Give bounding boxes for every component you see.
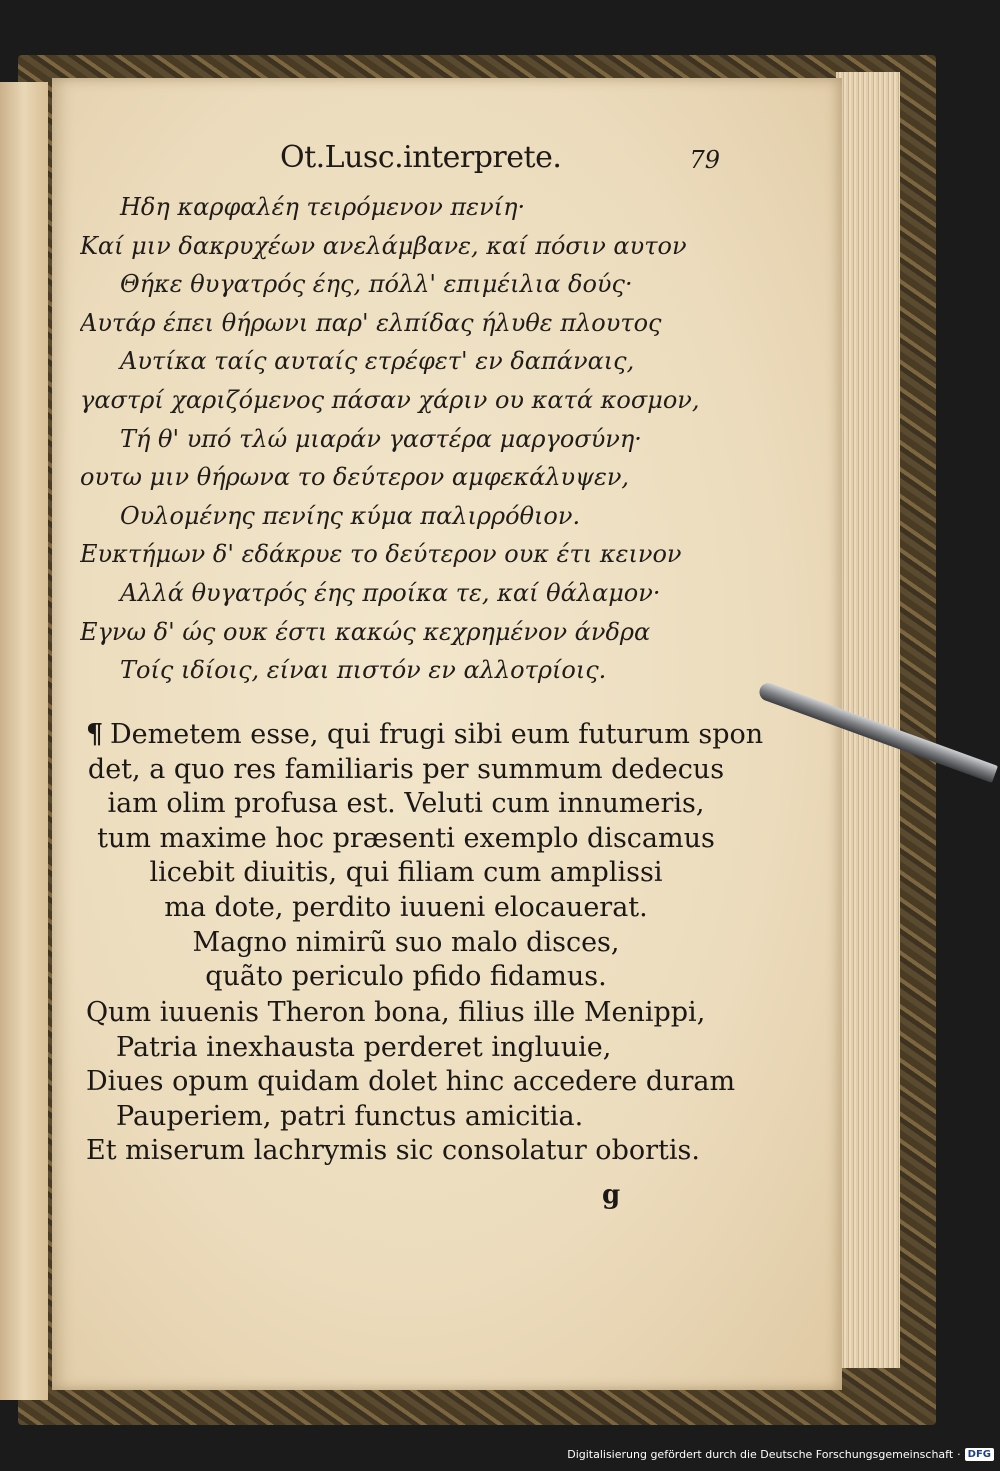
prose-line: licebit diuitis, qui filiam cum amplissi (149, 857, 663, 889)
page-header (280, 140, 720, 180)
pilcrow-icon: ¶ (86, 719, 104, 750)
greek-line: Αυτάρ έπει θήρωνι παρ' ελπίδας ήλυθε πλουτος (80, 308, 662, 337)
digitization-credit: Digitalisierung gefördert durch die Deutsche Forschungsgemeinschaft · DFG (567, 1445, 994, 1463)
greek-line: Καί μιν δακρυχέων ανελάμβανε, καί πόσιν αυτον (80, 231, 687, 260)
greek-line: Ηδη καρφαλέη τειρόμενον πενίη· (120, 193, 526, 221)
credit-text: Digitalisierung gefördert durch die Deutsche Forschungsgemeinschaft (567, 1447, 954, 1461)
greek-line: Αυτίκα ταίς αυταίς ετρέφετ' εν δαπάναις, (120, 347, 635, 376)
prose-line: quãto periculo pfido fidamus. (205, 961, 607, 993)
greek-line: Εγνω δ' ώς ουκ έστι κακώς κεχρημένον άνδρα (80, 617, 651, 646)
greek-line: γαστρί χαριζόμενος πάσαν χάριν ου κατά κοσμον, (80, 385, 700, 414)
prose-line: det, a quo res familiaris per summum dedecus (87, 753, 725, 785)
prose-line: Demetem esse, qui frugi sibi eum futurum spon (110, 719, 764, 750)
greek-line: Αλλά θυγατρός έης προίκα τε, καί θάλαμον· (120, 578, 661, 607)
prose-line: iam olim profusa est. Veluti cum innumeris, (107, 788, 705, 820)
greek-line: Ουλομένης πενίης κύμα παλιρρόθιον. (120, 501, 581, 530)
facing-page-edge (0, 82, 48, 1400)
greek-line: ουτω μιν θήρωνα το δεύτερον αμφεκάλυψεν, (80, 463, 630, 492)
greek-line: Ευκτήμων δ' εδάκρυε το δεύτερον ουκ έτι κεινον (80, 540, 682, 569)
latin-commentary (86, 718, 764, 995)
greek-verse (80, 188, 740, 690)
latin-verse (86, 996, 746, 1169)
greek-line: Θήκε θυγατρός έης, πόλλ' επιμέιλια δούς· (120, 270, 633, 299)
verse-line: Et miserum lachrymis sic consolatur obortis. (86, 1135, 700, 1166)
verse-line: Patria inexhausta perderet ingluuie, (116, 1031, 612, 1063)
verse-line: Diues opum quidam dolet hinc accedere duram (86, 1066, 736, 1097)
verse-line: Pauperiem, patri functus amicitia. (116, 1100, 584, 1132)
prose-line: tum maxime hoc præsenti exemplo discamus (97, 822, 715, 854)
prose-line: ma dote, perdito iuueni elocauerat. (164, 891, 648, 923)
greek-line: Τή θ' υπό τλώ μιαράν γαστέρα μαργοσύνη· (120, 424, 642, 453)
dfg-logo-icon: DFG (965, 1448, 994, 1461)
verse-line: Qum iuuenis Theron bona, filius ille Menippi, (86, 997, 706, 1028)
greek-line: Τοίς ιδίοις, είναι πιστόν εν αλλοτρίοις. (120, 656, 607, 685)
running-head: Ot.Lusc.interprete. (280, 140, 562, 175)
prose-line: Magno nimirũ suo malo disces, (192, 926, 620, 958)
page-number: 79 (689, 146, 720, 174)
signature-mark: g (602, 1180, 621, 1210)
